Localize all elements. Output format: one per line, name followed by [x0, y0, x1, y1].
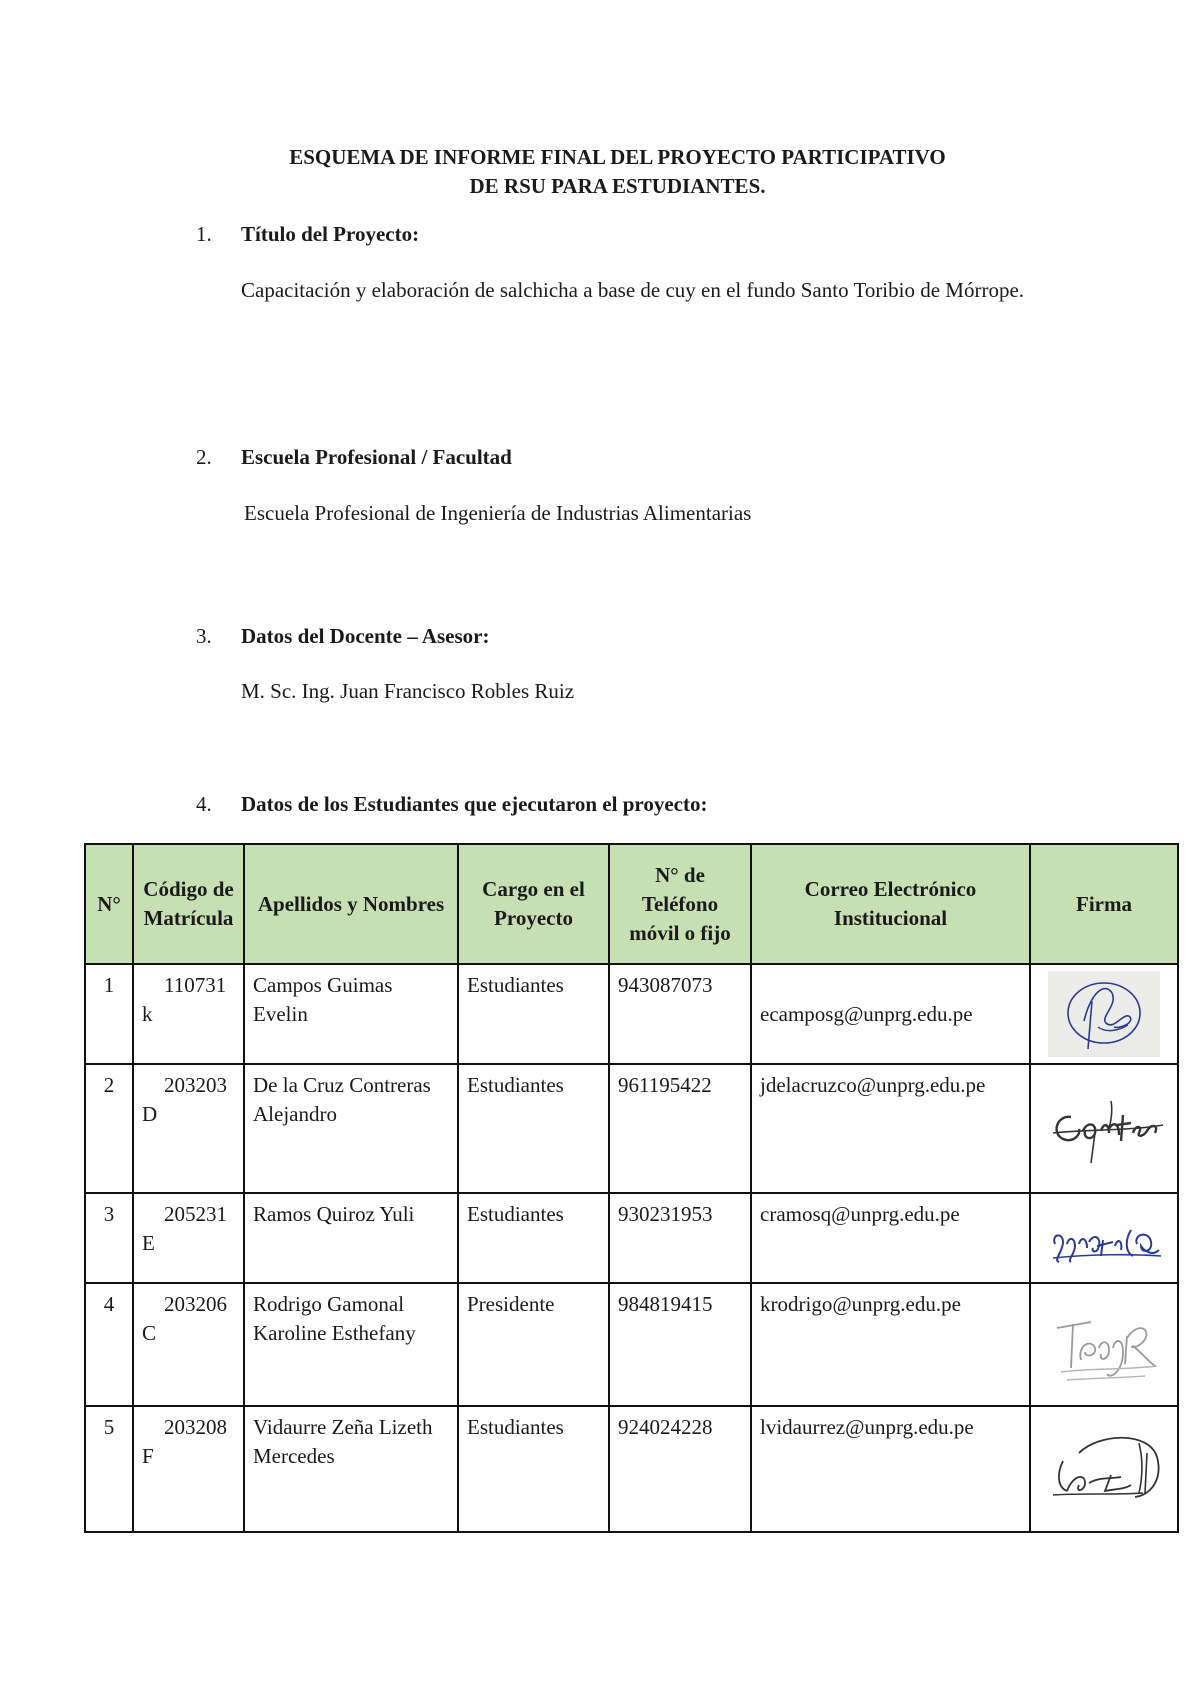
table-row — [85, 1193, 1178, 1283]
cell-phone: 943087073 — [609, 964, 751, 1064]
cell-role: Estudiantes — [458, 964, 609, 1064]
cell-role: Estudiantes — [458, 1064, 609, 1193]
section-number: 1. — [196, 222, 212, 246]
cell-no: 4 — [85, 1283, 133, 1406]
header-name: Apellidos y Nombres — [244, 844, 458, 964]
school-text: Escuela Profesional de Ingeniería de Industrias Alimentarias — [244, 501, 752, 525]
section-2-heading — [196, 443, 512, 471]
title-line-2: DE RSU PARA ESTUDIANTES. — [469, 174, 766, 198]
header-role: Cargo en el Proyecto — [458, 844, 609, 964]
section-3-heading — [196, 622, 489, 650]
cell-name: Campos Guimas Evelin — [244, 964, 458, 1064]
section-4-heading — [196, 790, 707, 818]
table-row — [85, 1406, 1178, 1532]
project-title-text: Capacitación y elaboración de salchicha a base de cuy en el fundo Santo Toribio de Mórrope. — [241, 278, 1025, 302]
cell-signature — [1030, 1283, 1178, 1406]
cell-code: 205231E — [133, 1193, 244, 1283]
cell-no: 3 — [85, 1193, 133, 1283]
cell-email: jdelacruzco@unprg.edu.pe — [751, 1064, 1030, 1193]
cell-code: 110731k — [133, 964, 244, 1064]
cell-code: 203206C — [133, 1283, 244, 1406]
cell-name: De la Cruz Contreras Alejandro — [244, 1064, 458, 1193]
handwritten-signature-icon — [1041, 1290, 1167, 1394]
cell-name: Ramos Quiroz Yuli — [244, 1193, 458, 1283]
section-title: Escuela Profesional / Facultad — [241, 445, 512, 469]
section-number: 3. — [196, 624, 212, 648]
cell-email: lvidaurrez@unprg.edu.pe — [751, 1406, 1030, 1532]
cell-signature — [1030, 964, 1178, 1064]
advisor-text: M. Sc. Ing. Juan Francisco Robles Ruiz — [241, 679, 575, 703]
table-row — [85, 1283, 1178, 1406]
section-title: Título del Proyecto: — [241, 222, 420, 246]
header-phone: N° de Teléfono móvil o fijo — [609, 844, 751, 964]
cell-phone: 984819415 — [609, 1283, 751, 1406]
cell-name: Vidaurre Zeña Lizeth Mercedes — [244, 1406, 458, 1532]
header-email: Correo Electrónico Institucional — [751, 844, 1030, 964]
section-title: Datos del Docente – Asesor: — [241, 624, 490, 648]
handwritten-signature-icon — [1048, 971, 1160, 1057]
cell-phone: 924024228 — [609, 1406, 751, 1532]
cell-email: ecamposg@unprg.edu.pe — [751, 964, 1030, 1064]
section-title: Datos de los Estudiantes que ejecutaron el proyecto: — [241, 792, 708, 816]
cell-no: 5 — [85, 1406, 133, 1532]
cell-phone: 930231953 — [609, 1193, 751, 1283]
page-title — [0, 143, 1200, 201]
cell-name: Rodrigo Gamonal Karoline Esthefany — [244, 1283, 458, 1406]
table-row — [85, 964, 1178, 1064]
cell-email: cramosq@unprg.edu.pe — [751, 1193, 1030, 1283]
students-table — [84, 843, 1179, 1533]
header-no: N° — [85, 844, 133, 964]
cell-code: 203203D — [133, 1064, 244, 1193]
cell-code: 203208F — [133, 1406, 244, 1532]
header-signature: Firma — [1030, 844, 1178, 964]
students-table-wrap — [84, 843, 1179, 1533]
handwritten-signature-icon — [1039, 1071, 1169, 1171]
cell-role: Presidente — [458, 1283, 609, 1406]
cell-signature — [1030, 1064, 1178, 1193]
handwritten-signature-icon — [1041, 1200, 1167, 1270]
cell-signature — [1030, 1406, 1178, 1532]
cell-no: 1 — [85, 964, 133, 1064]
section-number: 2. — [196, 445, 212, 469]
section-number: 4. — [196, 792, 212, 816]
cell-role: Estudiantes — [458, 1406, 609, 1532]
cell-email: krodrigo@unprg.edu.pe — [751, 1283, 1030, 1406]
table-row — [85, 1064, 1178, 1193]
handwritten-signature-icon — [1039, 1413, 1169, 1517]
title-line-1: ESQUEMA DE INFORME FINAL DEL PROYECTO PARTICIPATIVO — [289, 145, 946, 169]
cell-phone: 961195422 — [609, 1064, 751, 1193]
cell-role: Estudiantes — [458, 1193, 609, 1283]
cell-signature — [1030, 1193, 1178, 1283]
section-1-heading — [196, 220, 419, 248]
header-code: Código de Matrícula — [133, 844, 244, 964]
table-header-row — [85, 844, 1178, 964]
cell-no: 2 — [85, 1064, 133, 1193]
